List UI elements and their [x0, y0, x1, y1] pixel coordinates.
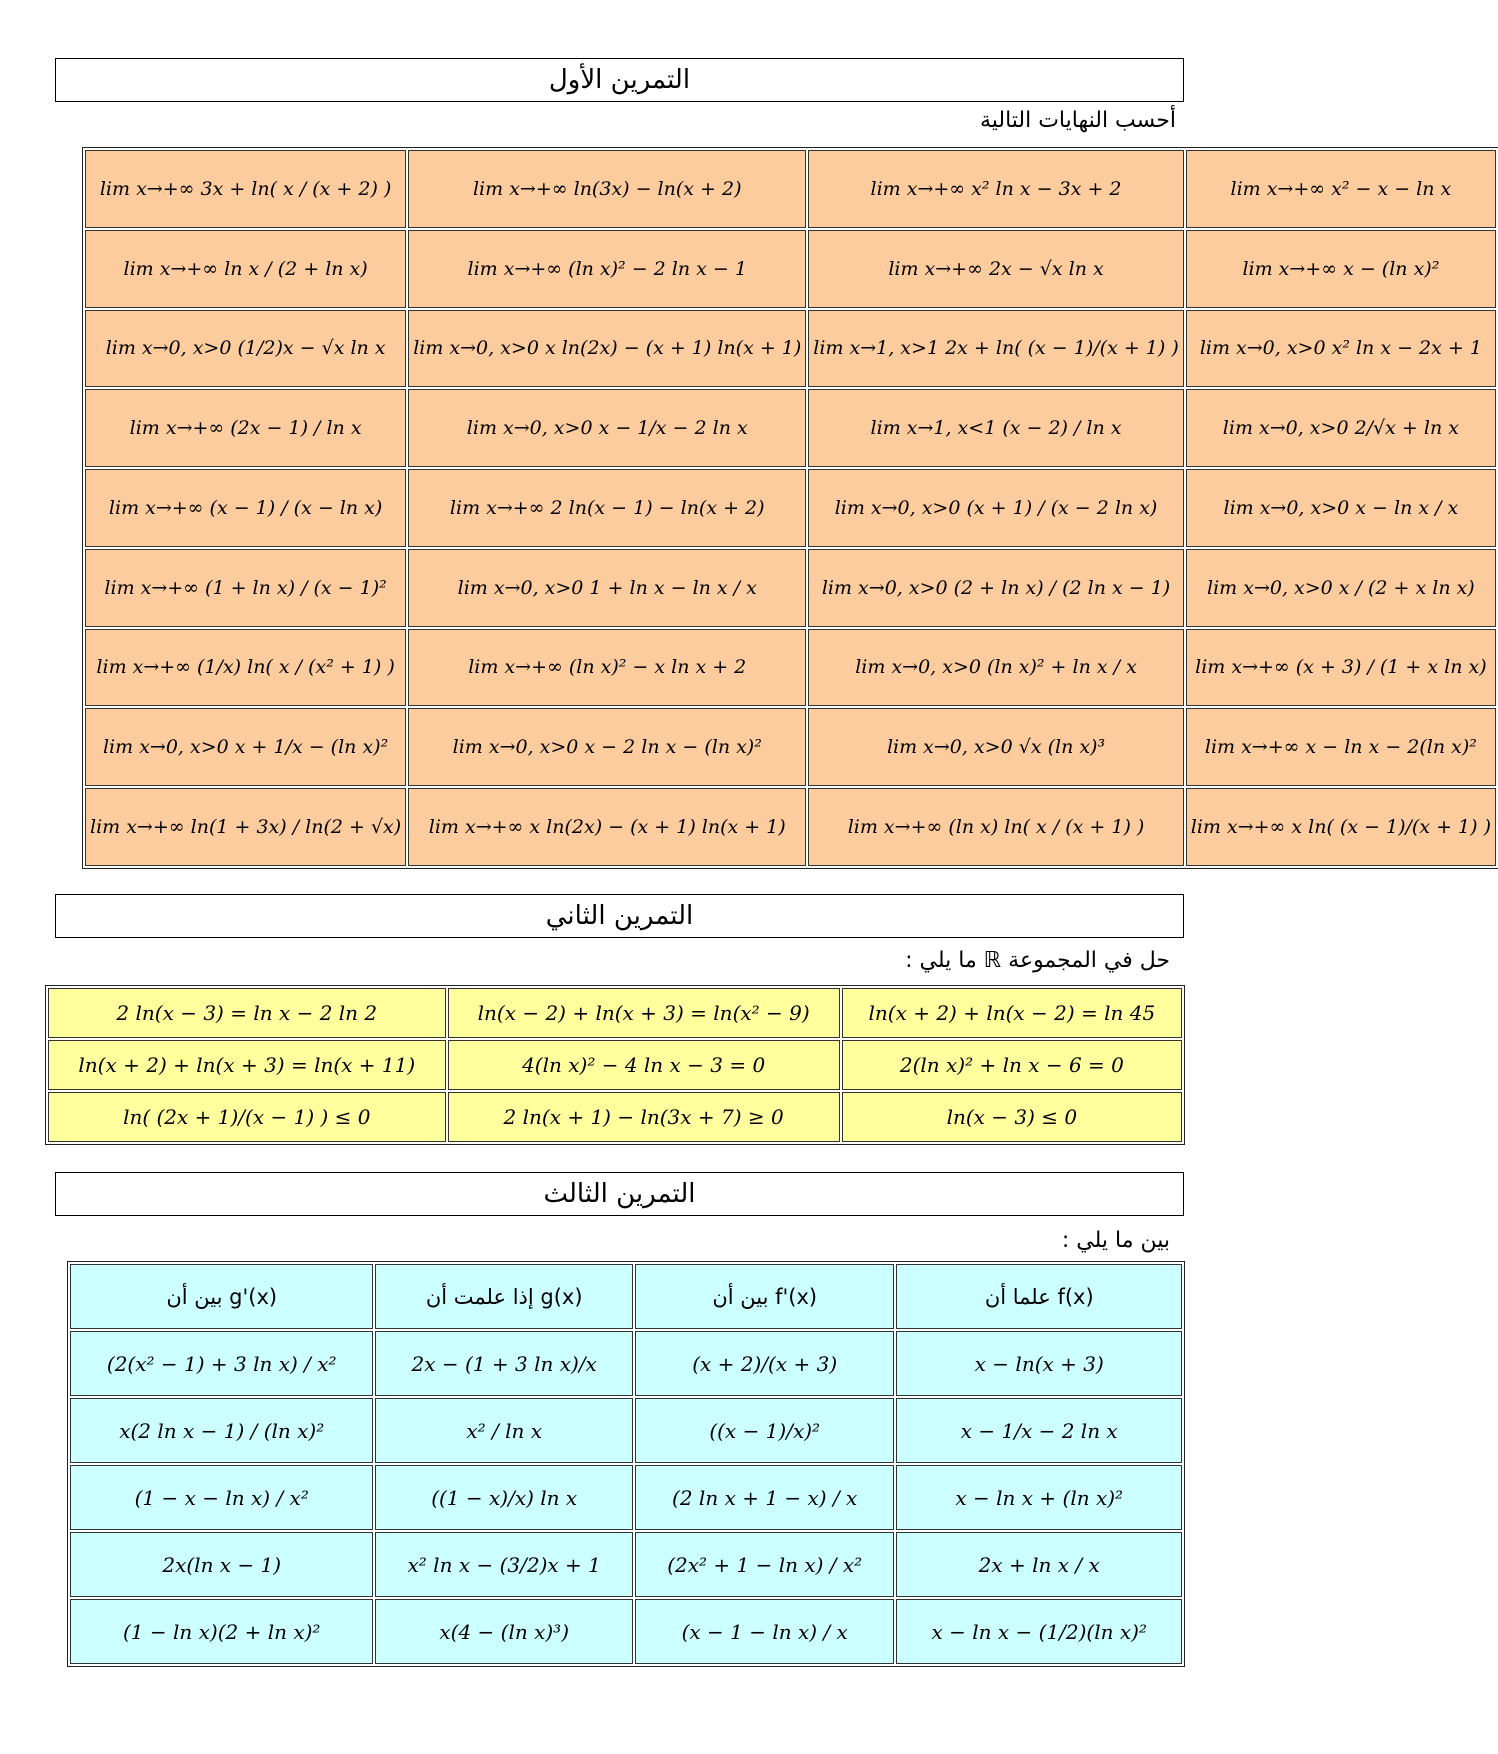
table-row — [70, 1532, 1182, 1597]
formula-cell: (x − 1 − ln x) / x — [635, 1599, 895, 1664]
limit-cell: lim x→0, x>0 x − 1/x − 2 ln x — [408, 389, 806, 467]
limit-cell: lim x→0, x>0 (2 + ln x) / (2 ln x − 1) — [808, 549, 1183, 627]
limit-cell: lim x→0, x>0 x ln(2x) − (x + 1) ln(x + 1) — [408, 310, 806, 388]
formula-cell: x − ln x − (1/2)(ln x)² — [896, 1599, 1182, 1664]
limit-cell: lim x→+∞ ln(1 + 3x) / ln(2 + √x) — [85, 788, 406, 866]
equation-cell: 2 ln(x − 3) = ln x − 2 ln 2 — [48, 988, 446, 1038]
equation-cell: ln(x + 2) + ln(x + 3) = ln(x + 11) — [48, 1040, 446, 1090]
equation-cell: ln( (2x + 1)/(x − 1) ) ≤ 0 — [48, 1092, 446, 1142]
limit-cell: lim x→+∞ (x − 1) / (x − ln x) — [85, 469, 406, 547]
limit-cell: lim x→+∞ x ln( (x − 1)/(x + 1) ) — [1186, 788, 1496, 866]
limit-cell: lim x→+∞ (x + 3) / (1 + x ln x) — [1186, 629, 1496, 707]
table-row — [85, 150, 1496, 228]
table-row — [85, 708, 1496, 786]
formula-cell: (2 ln x + 1 − x) / x — [635, 1465, 895, 1530]
table-header-row — [70, 1264, 1182, 1329]
formula-cell: x² ln x − (3/2)x + 1 — [375, 1532, 632, 1597]
formula-cell: (2(x² − 1) + 3 ln x) / x² — [70, 1331, 373, 1396]
limit-cell: lim x→0, x>0 2/√x + ln x — [1186, 389, 1496, 467]
exercise2-instruction: حل في المجموعة ℝ ما يلي : — [905, 948, 1170, 973]
formula-cell: (1 − x − ln x) / x² — [70, 1465, 373, 1530]
limit-cell: lim x→0, x>0 √x (ln x)³ — [808, 708, 1183, 786]
formula-cell: 2x(ln x − 1) — [70, 1532, 373, 1597]
limit-cell: lim x→0, x>0 (x + 1) / (x − 2 ln x) — [808, 469, 1183, 547]
exercise2-title: التمرين الثاني — [55, 894, 1184, 938]
limit-cell: lim x→+∞ (ln x) ln( x / (x + 1) ) — [808, 788, 1183, 866]
equation-cell: ln(x + 2) + ln(x − 2) = ln 45 — [842, 988, 1182, 1038]
column-header: إذا علمت أن g(x) — [375, 1264, 632, 1329]
formula-cell: x² / ln x — [375, 1398, 632, 1463]
table-row — [85, 629, 1496, 707]
limit-cell: lim x→+∞ x − ln x − 2(ln x)² — [1186, 708, 1496, 786]
limit-cell: lim x→1, x>1 2x + ln( (x − 1)/(x + 1) ) — [808, 310, 1183, 388]
table-row — [48, 988, 1182, 1038]
formula-cell: ((1 − x)/x) ln x — [375, 1465, 632, 1530]
limit-cell: lim x→0, x>0 (1/2)x − √x ln x — [85, 310, 406, 388]
limit-cell: lim x→+∞ ln x / (2 + ln x) — [85, 230, 406, 308]
formula-cell: x − ln(x + 3) — [896, 1331, 1182, 1396]
table-row — [85, 469, 1496, 547]
table-row — [85, 230, 1496, 308]
limit-cell: lim x→0, x>0 x + 1/x − (ln x)² — [85, 708, 406, 786]
exercise1-title: التمرين الأول — [55, 58, 1184, 102]
limit-cell: lim x→+∞ x² ln x − 3x + 2 — [808, 150, 1183, 228]
table-row — [70, 1398, 1182, 1463]
table-row — [70, 1331, 1182, 1396]
formula-cell: 2x + ln x / x — [896, 1532, 1182, 1597]
limits-table — [83, 148, 1498, 868]
formula-cell: (1 − ln x)(2 + ln x)² — [70, 1599, 373, 1664]
equation-cell: 2 ln(x + 1) − ln(3x + 7) ≥ 0 — [448, 1092, 840, 1142]
limit-cell: lim x→0, x>0 x − ln x / x — [1186, 469, 1496, 547]
limit-cell: lim x→1, x<1 (x − 2) / ln x — [808, 389, 1183, 467]
limit-cell: lim x→0, x>0 x − 2 ln x − (ln x)² — [408, 708, 806, 786]
equation-cell: 2(ln x)² + ln x − 6 = 0 — [842, 1040, 1182, 1090]
limit-cell: lim x→0, x>0 (ln x)² + ln x / x — [808, 629, 1183, 707]
exercise3-title: التمرين الثالث — [55, 1172, 1184, 1216]
formula-cell: x(4 − (ln x)³) — [375, 1599, 632, 1664]
table-row — [85, 310, 1496, 388]
table-row — [70, 1465, 1182, 1530]
column-header: علما أن f(x) — [896, 1264, 1182, 1329]
table-row — [85, 389, 1496, 467]
column-header: بين أن g'(x) — [70, 1264, 373, 1329]
table-row — [48, 1092, 1182, 1142]
limit-cell: lim x→+∞ (1/x) ln( x / (x² + 1) ) — [85, 629, 406, 707]
formula-cell: ((x − 1)/x)² — [635, 1398, 895, 1463]
limit-cell: lim x→+∞ (ln x)² − x ln x + 2 — [408, 629, 806, 707]
limit-cell: lim x→0, x>0 x² ln x − 2x + 1 — [1186, 310, 1496, 388]
limit-cell: lim x→+∞ (ln x)² − 2 ln x − 1 — [408, 230, 806, 308]
derivatives-table — [68, 1262, 1184, 1666]
formula-cell: (x + 2)/(x + 3) — [635, 1331, 895, 1396]
table-row — [85, 549, 1496, 627]
formula-cell: x − ln x + (ln x)² — [896, 1465, 1182, 1530]
table-row — [48, 1040, 1182, 1090]
limit-cell: lim x→+∞ (1 + ln x) / (x − 1)² — [85, 549, 406, 627]
limit-cell: lim x→+∞ 3x + ln( x / (x + 2) ) — [85, 150, 406, 228]
table-row — [70, 1599, 1182, 1664]
limit-cell: lim x→+∞ x² − x − ln x — [1186, 150, 1496, 228]
equations-table — [46, 986, 1184, 1144]
table-row — [85, 788, 1496, 866]
limit-cell: lim x→+∞ x − (ln x)² — [1186, 230, 1496, 308]
limit-cell: lim x→+∞ 2 ln(x − 1) − ln(x + 2) — [408, 469, 806, 547]
formula-cell: x − 1/x − 2 ln x — [896, 1398, 1182, 1463]
limit-cell: lim x→+∞ 2x − √x ln x — [808, 230, 1183, 308]
equation-cell: 4(ln x)² − 4 ln x − 3 = 0 — [448, 1040, 840, 1090]
exercise3-instruction: بين ما يلي : — [1061, 1228, 1170, 1253]
limit-cell: lim x→+∞ x ln(2x) − (x + 1) ln(x + 1) — [408, 788, 806, 866]
exercise1-instruction: أحسب النهايات التالية — [979, 108, 1176, 133]
equation-cell: ln(x − 2) + ln(x + 3) = ln(x² − 9) — [448, 988, 840, 1038]
column-header: بين أن f'(x) — [635, 1264, 895, 1329]
limit-cell: lim x→+∞ (2x − 1) / ln x — [85, 389, 406, 467]
formula-cell: 2x − (1 + 3 ln x)/x — [375, 1331, 632, 1396]
equation-cell: ln(x − 3) ≤ 0 — [842, 1092, 1182, 1142]
limit-cell: lim x→0, x>0 1 + ln x − ln x / x — [408, 549, 806, 627]
limit-cell: lim x→0, x>0 x / (2 + x ln x) — [1186, 549, 1496, 627]
limit-cell: lim x→+∞ ln(3x) − ln(x + 2) — [408, 150, 806, 228]
formula-cell: (2x² + 1 − ln x) / x² — [635, 1532, 895, 1597]
formula-cell: x(2 ln x − 1) / (ln x)² — [70, 1398, 373, 1463]
